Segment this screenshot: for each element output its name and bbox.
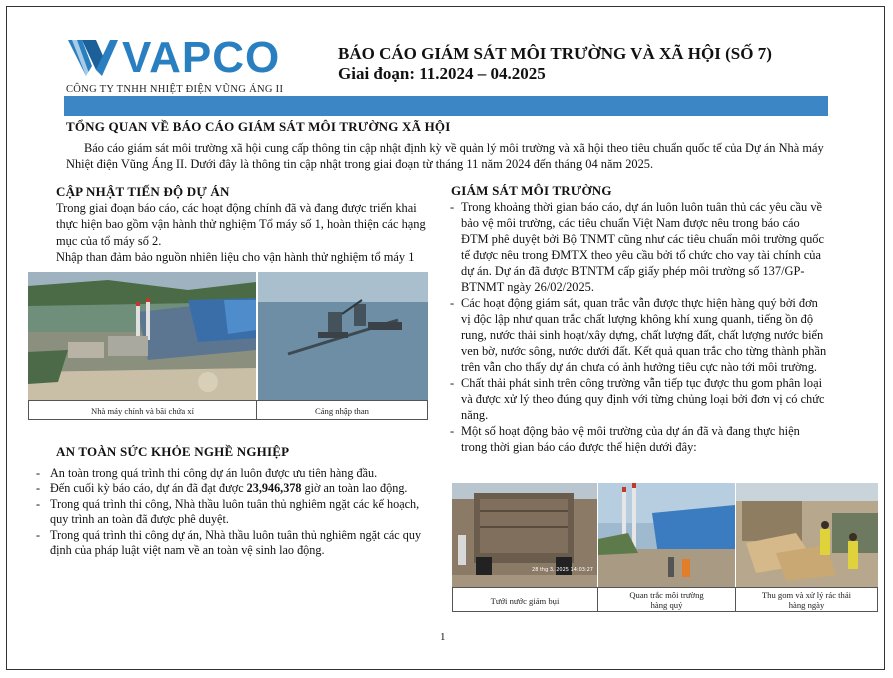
safety-hours-value: 23,946,378 [246,481,302,496]
photo-timestamp: 28 thg 3, 2025 14:03:27 [532,567,593,573]
vapco-logo-icon [66,36,120,80]
env-item-activities: - Một số hoạt động bảo vệ môi trường của dự án đã và đang thực hiện trong thời gian báo cáo được thể hiện dưới đây: [450,423,828,455]
header-divider-bar [64,96,828,116]
safety-heading: AN TOÀN SỨC KHỎE NGHỀ NGHIỆP [56,444,290,459]
safety-item-priority: - An toàn trong quá trình thi công dự án luôn được ưu tiên hàng đầu. [28,466,436,481]
caption-env-monitoring: Quan trắc môi trường hàng quý [629,590,704,610]
progress-text-main: Trong giai đoạn báo cáo, các hoạt động chính đã và đang được triển khai thực hiện bao gồm vận hành thử nghiệm Tổ máy số 1, hoàn thiện các hạng mục của tổ máy số 2. [56,201,426,248]
report-period: Giai đoạn: 11.2024 – 04.2025 [338,64,546,83]
caption-box-main-plant [28,400,257,420]
page-number: 1 [440,631,446,643]
progress-text [56,200,436,266]
report-title: BÁO CÁO GIÁM SÁT MÔI TRƯỜNG VÀ XÃ HỘI (SỐ 7) [338,44,772,63]
caption-coal-port: Cảng nhập than [315,406,369,416]
photo-main-plant [28,272,256,400]
caption-box-dust-watering [452,587,598,612]
env-item-monitoring: - Các hoạt động giám sát, quan trắc vẫn được thực hiện hàng quý bởi đơn vị độc lập như quan trắc chất lượng không khí xung quanh, tiếng ồn độ rung, nước thải sinh hoạt/xây dựng, chất lượng đất, chất lượng nước biển ven bờ, nước sông, nước dưới đất. Kết quả quan trắc cho từng thành phần trên vẫn cho thấy dự án chưa có ảnh hưởng tiêu cực nào tới môi trường. [450,295,828,375]
company-name: CÔNG TY TNHH NHIỆT ĐIỆN VŨNG ÁNG II [66,84,284,95]
overview-heading: TỔNG QUAN VỀ BÁO CÁO GIÁM SÁT MÔI TRƯỜNG XÃ HỘI [66,119,451,134]
progress-heading: CẬP NHẬT TIẾN ĐỘ DỰ ÁN [56,184,230,199]
safety-list [28,466,436,558]
progress-text-coal: Nhập than đảm bảo nguồn nhiên liệu cho vận hành thử nghiệm tổ máy 1 [56,250,415,265]
photo-coal-port [258,272,428,400]
photo-waste-collection [736,483,878,587]
caption-main-plant: Nhà máy chính và bãi chứa xỉ [91,406,194,416]
safety-item-hours [28,481,436,496]
env-item-compliance: - Trong khoảng thời gian báo cáo, dự án luôn luôn tuân thủ các yêu cầu về bảo vệ môi trường, các tiêu chuẩn Việt Nam được nêu trong báo cáo ĐTM phê duyệt bởi Bộ TNMT cũng như các tiêu chuẩn môi trường quốc tế được nêu trong ĐMTX theo yêu cầu bởi tổ chức cho vay tài chính của dự án. Dự án đã được BTNTM cấp giấy phép môi trường số 137/GP-BTNMT ngày 26/02/2025. [450,199,828,295]
photo-env-monitoring [598,483,735,587]
safety-hours-suffix: giờ an toàn lao động. [301,481,408,496]
overview-text: Báo cáo giám sát môi trường xã hội cung cấp thông tin cập nhật định kỳ về quản lý môi trường và xã hội theo tiêu chuẩn quốc tế của Dự án Nhà máy Nhiệt điện Vũng Áng II. Dưới đây là thông tin cập nhật trong giai đoạn từ tháng 11 năm 2024 đến tháng 04 năm 2025. [66,141,824,172]
photo-dust-watering [452,483,597,587]
env-item-waste: - Chất thải phát sinh trên công trường vẫn tiếp tục được thu gom phân loại và được xử lý theo đúng quy định với từng chủng loại bởi đơn vị có chức năng. [450,375,828,423]
caption-waste-collection: Thu gom và xử lý rác thải hàng ngày [761,590,852,610]
caption-box-waste-collection [735,587,878,612]
logo-wordmark: VAPCO [122,33,281,82]
safety-hours-prefix: Đến cuối kỳ báo cáo, dự án đã đạt được [50,481,247,496]
caption-box-env-monitoring [597,587,736,612]
environment-heading: GIÁM SÁT MÔI TRƯỜNG [451,183,612,198]
environment-list [450,199,828,455]
safety-item-regulations: - Trong quá trình thi công dự án, Nhà thầu luôn tuân thủ nghiêm ngặt các quy định của pháp luật việt nam về an toàn vệ sinh lao động. [28,528,436,559]
caption-box-coal-port [256,400,428,420]
safety-item-procedures: - Trong quá trình thi công, Nhà thầu luôn tuân thủ nghiêm ngặt các kế hoạch, quy trình an toàn đã được phê duyệt. [28,497,436,528]
caption-dust-watering: Tưới nước giảm bụi [490,596,560,606]
